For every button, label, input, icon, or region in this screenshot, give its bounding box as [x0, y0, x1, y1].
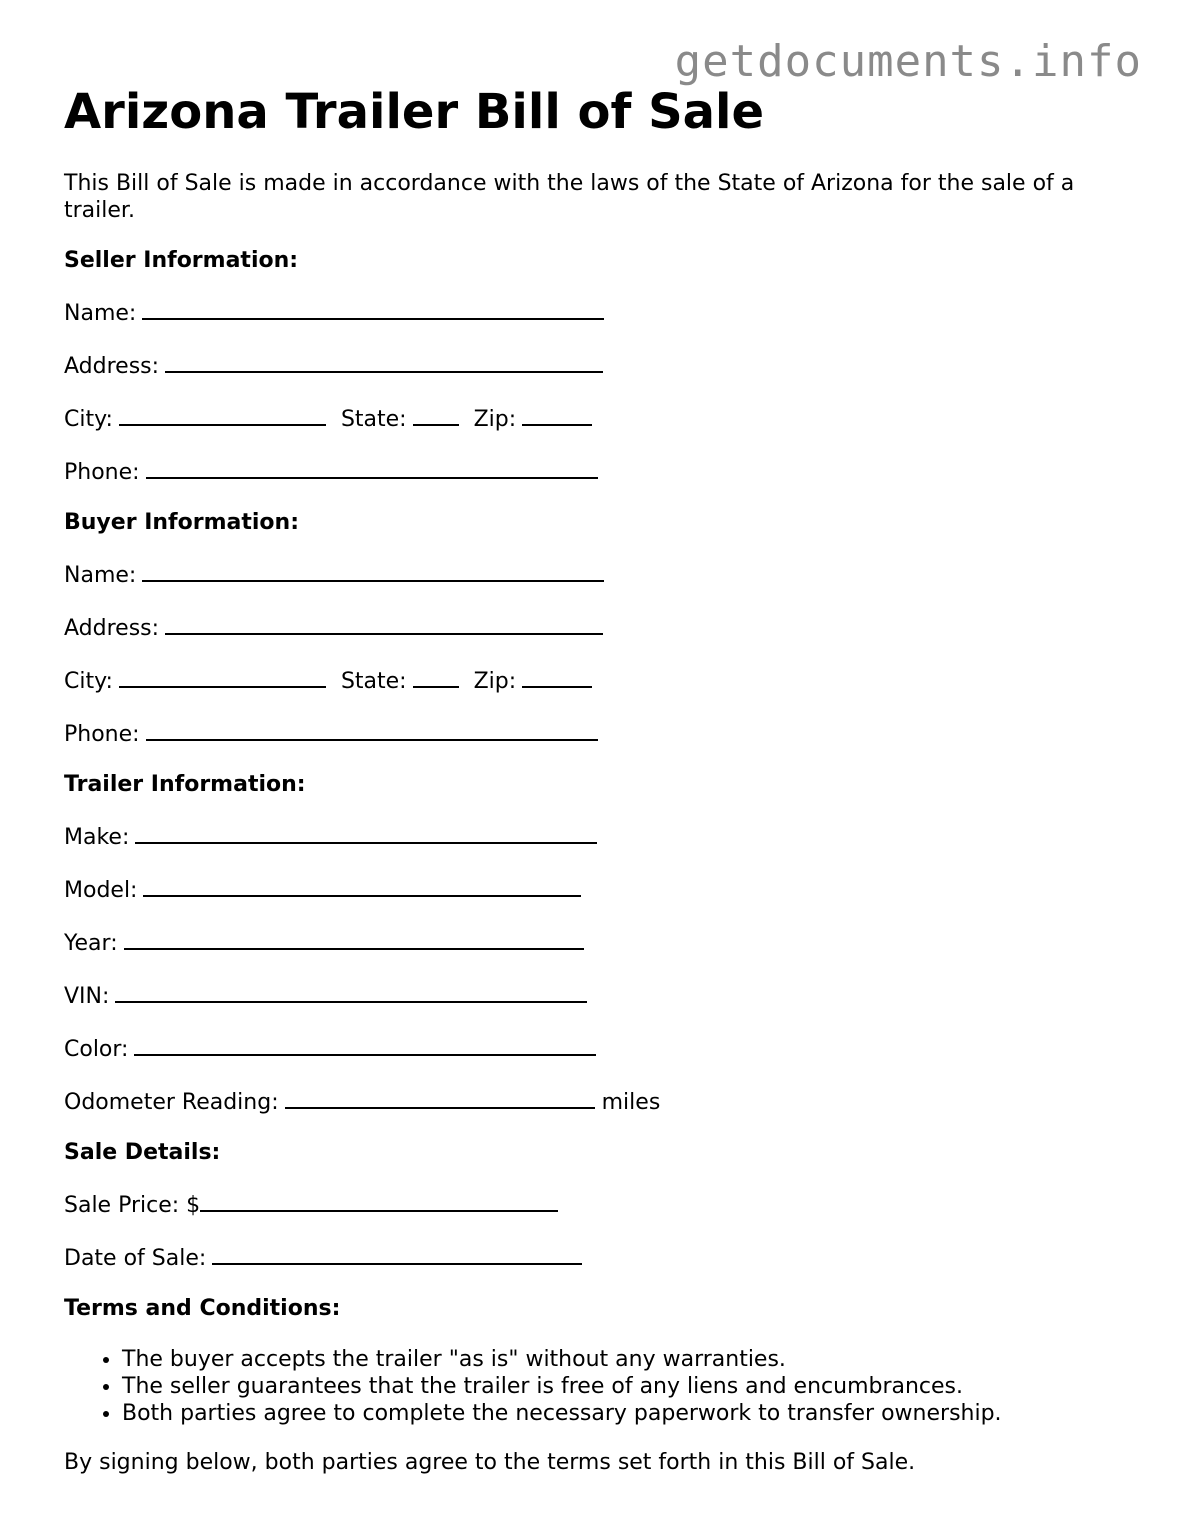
terms-list — [64, 1346, 1114, 1427]
seller-name-blank[interactable] — [142, 298, 604, 320]
sale-date-blank[interactable] — [212, 1243, 582, 1265]
buyer-name-label: Name: — [64, 563, 137, 588]
seller-city-blank[interactable] — [119, 404, 326, 426]
trailer-odometer-field — [64, 1087, 1114, 1116]
trailer-vin-label: VIN: — [64, 984, 110, 1009]
buyer-state-blank[interactable] — [413, 666, 459, 688]
buyer-city-blank[interactable] — [119, 666, 326, 688]
buyer-name-blank[interactable] — [142, 560, 604, 582]
terms-item: • The seller guarantees that the trailer is free of any liens and encumbrances. — [122, 1373, 1114, 1400]
sale-date-label: Date of Sale: — [64, 1246, 207, 1271]
buyer-name-field — [64, 560, 1114, 589]
buyer-zip-blank[interactable] — [522, 666, 592, 688]
sale-price-label: Sale Price: $ — [64, 1193, 201, 1218]
trailer-model-blank[interactable] — [143, 875, 581, 897]
trailer-color-field — [64, 1034, 1114, 1063]
intro-paragraph: This Bill of Sale is made in accordance with the laws of the State of Arizona for the sale of a trailer. — [64, 171, 1075, 223]
buyer-city-label: City: — [64, 669, 113, 694]
buyer-address-field — [64, 613, 1114, 642]
watermark: getdocuments.info — [674, 36, 1142, 87]
terms-heading: Terms and Conditions: — [64, 1296, 341, 1321]
seller-phone-blank[interactable] — [146, 457, 598, 479]
terms-item: • The buyer accepts the trailer "as is" without any warranties. — [122, 1346, 1114, 1373]
trailer-odometer-label: Odometer Reading: — [64, 1090, 279, 1115]
trailer-make-blank[interactable] — [135, 822, 597, 844]
buyer-phone-blank[interactable] — [146, 719, 598, 741]
seller-heading: Seller Information: — [64, 248, 299, 273]
seller-address-field — [64, 351, 1114, 380]
trailer-year-label: Year: — [64, 931, 118, 956]
trailer-year-blank[interactable] — [124, 928, 584, 950]
sale-date-field — [64, 1243, 1114, 1272]
trailer-model-field — [64, 875, 1114, 904]
trailer-make-field — [64, 822, 1114, 851]
seller-city-state-zip-field — [64, 404, 1114, 433]
closing-statement: By signing below, both parties agree to the terms set forth in this Bill of Sale. — [64, 1450, 916, 1475]
trailer-color-label: Color: — [64, 1037, 129, 1062]
buyer-zip-label: Zip: — [473, 669, 517, 694]
seller-phone-field — [64, 457, 1114, 486]
buyer-city-state-zip-field — [64, 666, 1114, 695]
document-page — [64, 84, 1114, 1476]
buyer-phone-field — [64, 719, 1114, 748]
terms-item: • Both parties agree to complete the necessary paperwork to transfer ownership. — [122, 1400, 1114, 1427]
sale-price-field — [64, 1190, 1114, 1219]
trailer-make-label: Make: — [64, 825, 130, 850]
seller-name-label: Name: — [64, 301, 137, 326]
buyer-heading: Buyer Information: — [64, 510, 299, 535]
seller-state-label: State: — [340, 407, 407, 432]
seller-address-blank[interactable] — [165, 351, 603, 373]
trailer-odometer-unit: miles — [601, 1090, 661, 1115]
seller-city-label: City: — [64, 407, 113, 432]
trailer-model-label: Model: — [64, 878, 138, 903]
trailer-color-blank[interactable] — [134, 1034, 596, 1056]
trailer-year-field — [64, 928, 1114, 957]
sale-heading: Sale Details: — [64, 1140, 221, 1165]
sale-price-blank[interactable] — [200, 1190, 558, 1212]
trailer-heading: Trailer Information: — [64, 772, 306, 797]
trailer-vin-field — [64, 981, 1114, 1010]
buyer-phone-label: Phone: — [64, 722, 140, 747]
seller-zip-label: Zip: — [473, 407, 517, 432]
trailer-vin-blank[interactable] — [115, 981, 587, 1003]
trailer-odometer-blank[interactable] — [285, 1087, 595, 1109]
buyer-address-label: Address: — [64, 616, 160, 641]
seller-zip-blank[interactable] — [522, 404, 592, 426]
seller-phone-label: Phone: — [64, 460, 140, 485]
page-title: Arizona Trailer Bill of Sale — [64, 84, 765, 140]
buyer-state-label: State: — [340, 669, 407, 694]
seller-name-field — [64, 298, 1114, 327]
buyer-address-blank[interactable] — [165, 613, 603, 635]
seller-address-label: Address: — [64, 354, 160, 379]
seller-state-blank[interactable] — [413, 404, 459, 426]
